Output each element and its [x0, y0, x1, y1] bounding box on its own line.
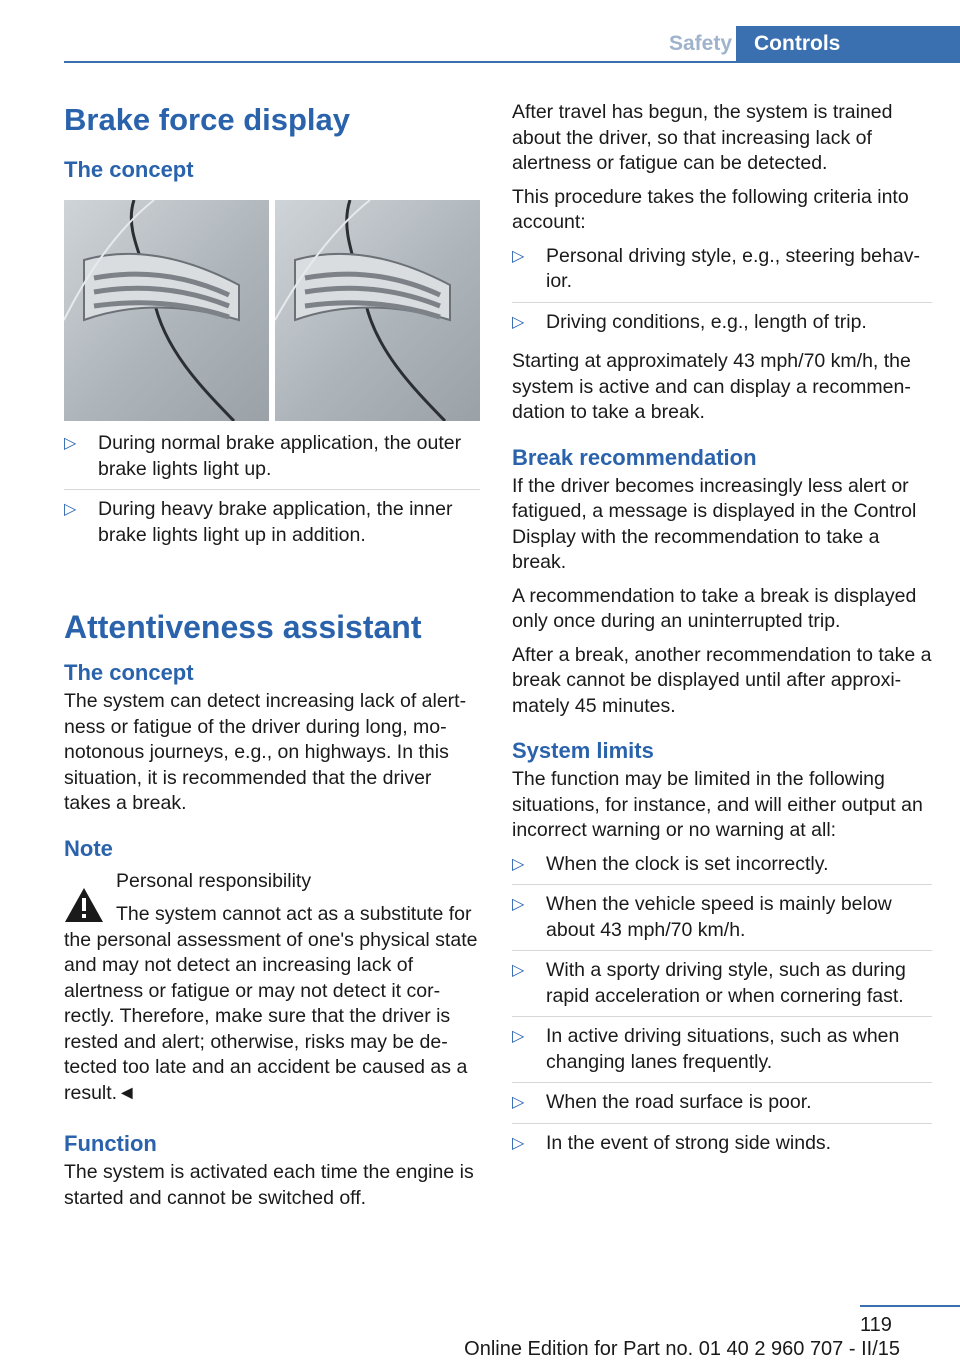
criteria-list — [512, 244, 932, 343]
left-column — [64, 100, 480, 1211]
bullet-icon: ▷ — [512, 962, 525, 979]
heading-break-recommendation: Break recommendation — [512, 444, 757, 470]
list-item: ▷ Personal driving style, e.g., steering behavior. — [512, 244, 932, 303]
heading-system-limits: System limits — [512, 738, 654, 763]
function-text: The system is activated each time the engine is started and cannot be switched off. — [64, 1161, 474, 1209]
bullet-icon: ▷ — [512, 855, 525, 873]
bullet-icon: ▷ — [512, 1094, 525, 1111]
heading-the-concept-2: The concept — [64, 660, 194, 685]
bullet-icon: ▷ — [512, 247, 525, 265]
bullet-icon: ▷ — [512, 1134, 525, 1152]
tab-safety[interactable]: Safety — [668, 32, 732, 55]
tab-controls[interactable]: Controls — [736, 26, 960, 61]
note-block — [64, 869, 480, 1107]
break-text-2: A recommendation to take a break is displayed only once during an uninterrupted trip. — [512, 584, 917, 632]
heading-function: Function — [64, 1131, 157, 1156]
brake-light-image-heavy — [275, 200, 480, 421]
edition-text: Online Edition for Part no. 01 40 2 960 707 - II/15 — [464, 1338, 900, 1360]
limits-text: The function may be limited in the following situations, for instance, and will either output an incorrect warning or no warning at all: — [512, 768, 923, 841]
list-item: ▷ During heavy brake application, the inner brake lights light up in addition. — [64, 498, 453, 546]
warning-icon — [64, 887, 104, 923]
heading-the-concept: The concept — [64, 157, 194, 182]
brake-light-list — [64, 431, 480, 555]
list-item: ▷ In active driving situations, such as when changing lanes frequently. — [512, 1024, 932, 1083]
note-title: Personal responsibility — [116, 869, 312, 892]
list-item: ▷ When the clock is set incorrectly. — [512, 852, 932, 886]
training-text: After travel has begun, the system is trained about the driver, so that increasing lack of alertness or fatigue can be detected. — [512, 101, 893, 174]
bullet-icon: ▷ — [64, 435, 77, 452]
heading-note: Note — [64, 835, 113, 861]
bullet-icon: ▷ — [512, 313, 525, 331]
criteria-intro: This procedure takes the following criteria into account: — [512, 185, 909, 233]
bullet-icon: ▷ — [512, 896, 525, 913]
list-item: ▷ Driving conditions, e.g., length of trip. — [512, 310, 932, 343]
brake-light-figure — [64, 200, 480, 421]
list-item: ▷ During normal brake application, the outer brake lights light up. — [64, 431, 480, 490]
list-item: ▷ When the vehicle speed is mainly below about 43 mph/70 km/h. — [512, 892, 932, 951]
list-item: ▷ When the road surface is poor. — [512, 1090, 932, 1124]
right-column — [512, 100, 932, 1170]
break-text-3: After a break, another recommendation to take a break cannot be displayed until after approximately 45 minutes. — [512, 643, 932, 717]
break-text-1: If the driver becomes increasingly less alert or fatigued, a message is displayed in the Control Display with the recommendation to take a break. — [512, 474, 917, 573]
limits-list — [512, 852, 932, 1164]
activation-text: Starting at approximately 43 mph/70 km/h, the system is active and can display a recommendation to take a break. — [512, 350, 911, 423]
footer-rule — [860, 1305, 960, 1307]
note-text: The system cannot act as a substitute for the personal assessment of one's physical state and may not detect an increasing lack of alertness or fatigue or may not detect it correctly. Therefore, make sure that the driver is rested and alert; otherwise, risks may be detected too late and an accident be caused as a result.◄ — [64, 903, 478, 1104]
brake-light-image-normal — [64, 200, 269, 421]
bullet-icon: ▷ — [512, 1028, 525, 1045]
heading-attentiveness-assistant: Attentiveness assistant — [64, 609, 422, 645]
bullet-icon: ▷ — [64, 501, 77, 518]
heading-brake-force-display: Brake force display — [64, 102, 351, 137]
header-rule — [64, 61, 960, 63]
concept-text: The system can detect increasing lack of alertness or fatigue of the driver during long, monotonous journeys, e.g., on highways. In this situation, it is recommended that the driver takes a break. — [64, 690, 467, 814]
page-number: 119 — [860, 1314, 892, 1336]
list-item: ▷ With a sporty driving style, such as during rapid acceleration or when cornering fast. — [512, 958, 932, 1017]
list-item: ▷ In the event of strong side winds. — [512, 1131, 932, 1164]
